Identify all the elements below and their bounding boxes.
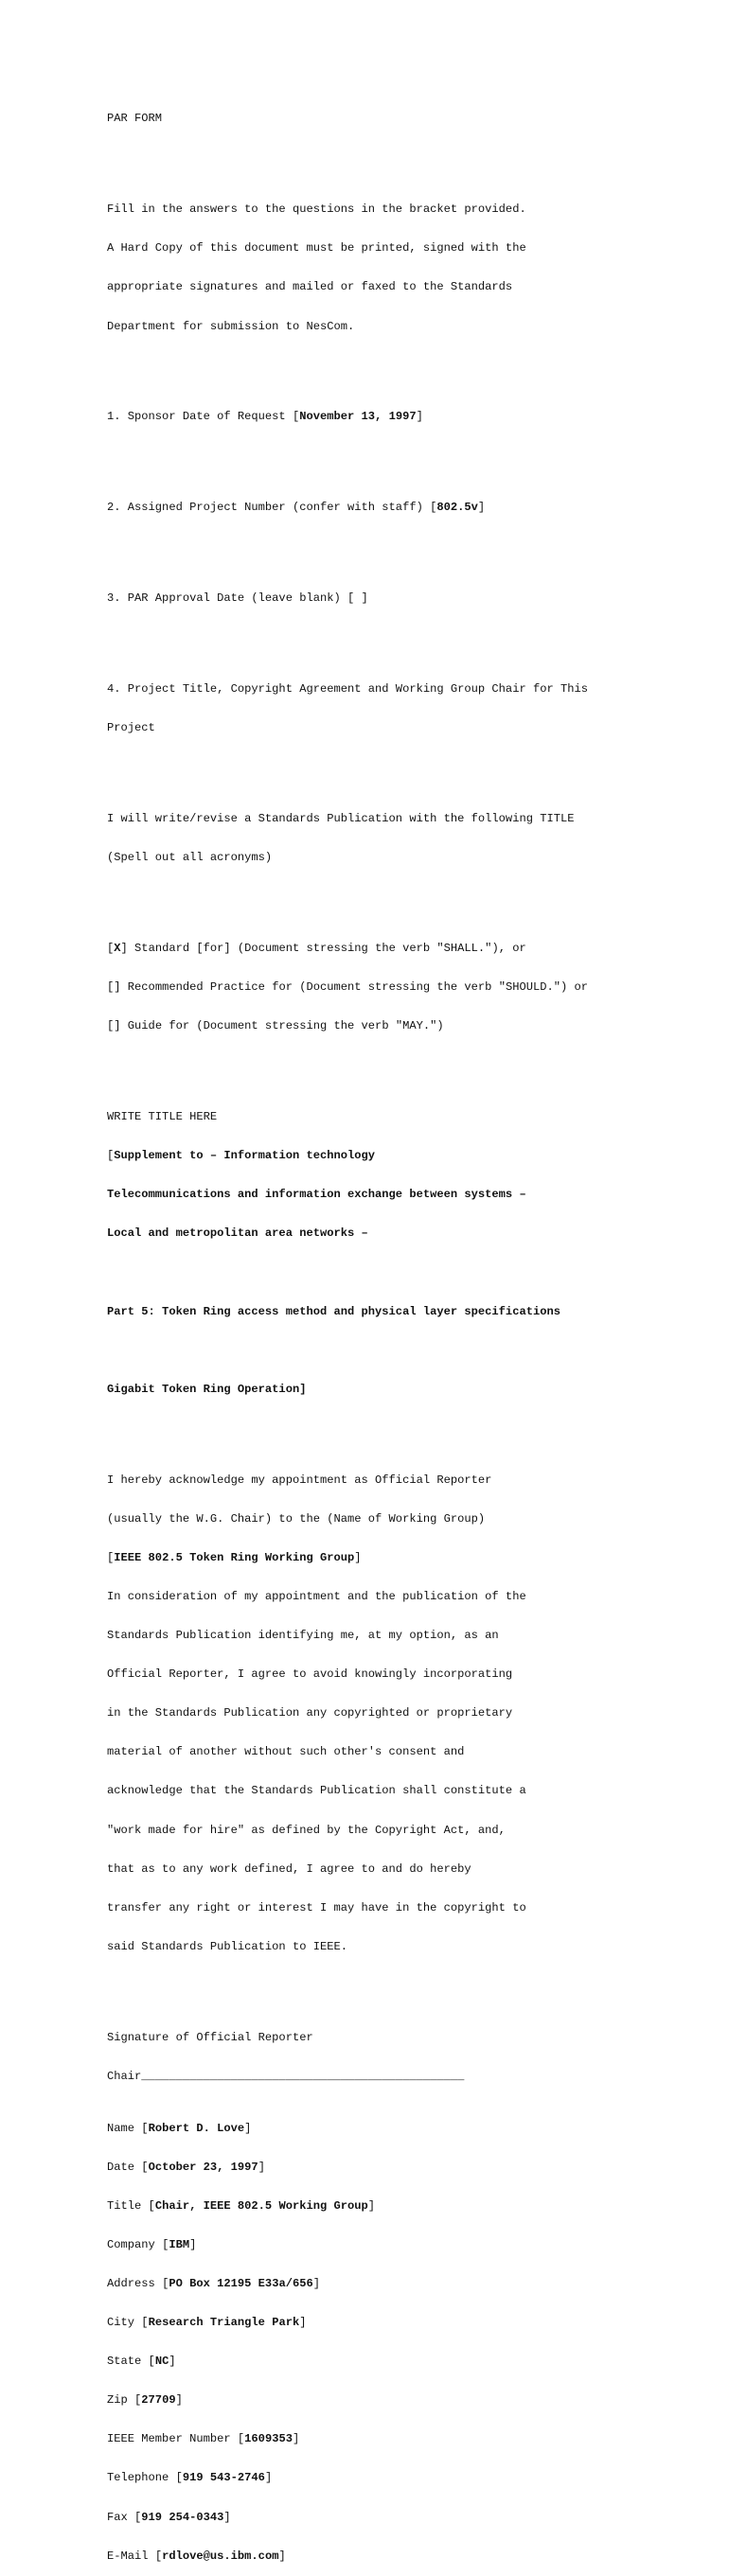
project-title-heading-cont: Project bbox=[107, 721, 155, 735]
option-recommended-practice: [] Recommended Practice for (Document stressing the verb "SHOULD.") or bbox=[107, 980, 589, 995]
project-title-heading: 4. Project Title, Copyright Agreement and Working Group Chair for This bbox=[107, 682, 589, 697]
write-instruction-cont: (Spell out all acronyms) bbox=[107, 851, 273, 865]
approval-date-row: 3. PAR Approval Date (leave blank) [ ] bbox=[107, 591, 368, 606]
field-fax-label: Fax bbox=[107, 2510, 135, 2524]
spacer bbox=[107, 891, 713, 904]
field-company-value: IBM bbox=[169, 2237, 190, 2251]
spacer bbox=[107, 152, 713, 166]
spacer bbox=[107, 1422, 713, 1436]
field-email-label: E-Mail bbox=[107, 2549, 155, 2563]
intro-line: Fill in the answers to the questions in the bracket provided. bbox=[107, 203, 526, 217]
field-title-value: Chair, IEEE 802.5 Working Group bbox=[154, 2198, 368, 2213]
field-zip-label: Zip bbox=[107, 2393, 135, 2408]
working-group-value: IEEE 802.5 Token Ring Working Group bbox=[114, 1550, 355, 1564]
agreement-line: that as to any work defined, I agree to and do hereby bbox=[107, 1861, 471, 1876]
agreement-line: said Standards Publication to IEEE. bbox=[107, 1939, 348, 1953]
form-title: PAR FORM bbox=[107, 112, 163, 126]
spacer bbox=[107, 1980, 713, 1993]
acknowledge-line: (usually the W.G. Chair) to the (Name of Working Group) bbox=[107, 1511, 486, 1526]
agreement-line: acknowledge that the Standards Publication shall constitute a bbox=[107, 1784, 526, 1798]
spacer bbox=[107, 631, 713, 644]
intro-line: appropriate signatures and mailed or faxed to the Standards bbox=[107, 280, 513, 294]
field-fax: Fax [919 254-0343] bbox=[107, 2510, 231, 2524]
project-number-label: 2. Assigned Project Number (confer with staff) bbox=[107, 501, 431, 515]
agreement-line: Official Reporter, I agree to avoid knowingly incorporating bbox=[107, 1667, 513, 1682]
field-address-label: Address bbox=[107, 2277, 163, 2291]
intro-line: Department for submission to NesCom. bbox=[107, 319, 355, 333]
spacer bbox=[107, 1345, 713, 1358]
field-state-label: State bbox=[107, 2355, 149, 2369]
agreement-line: In consideration of my appointment and the publication of the bbox=[107, 1590, 526, 1604]
field-email-value: rdlove@us.ibm.com bbox=[162, 2549, 279, 2563]
title-sub: Gigabit Token Ring Operation bbox=[107, 1382, 300, 1396]
field-date: Date [October 23, 1997] bbox=[107, 2160, 265, 2174]
option-standard-mark: X bbox=[114, 942, 121, 956]
field-state: State [NC] bbox=[107, 2355, 176, 2369]
spacer bbox=[107, 360, 713, 373]
field-address: Address [PO Box 12195 E33a/656] bbox=[107, 2277, 320, 2291]
title-sub-row: Gigabit Token Ring Operation] bbox=[107, 1382, 307, 1396]
signature-chair-line: Chair_______________________________________________ bbox=[107, 2069, 465, 2083]
option-guide: [] Guide for (Document stressing the verb "MAY.") bbox=[107, 1019, 444, 1033]
title-line-2: Telecommunications and information exchange between systems – bbox=[107, 1188, 526, 1202]
field-email: E-Mail [rdlove@us.ibm.com] bbox=[107, 2549, 286, 2563]
approval-date-value bbox=[354, 591, 361, 605]
field-company: Company [IBM] bbox=[107, 2237, 197, 2251]
field-member-number: IEEE Member Number [1609353] bbox=[107, 2432, 300, 2446]
field-member-number-value: 1609353 bbox=[244, 2432, 293, 2446]
title-part: Part 5: Token Ring access method and physical layer specifications bbox=[107, 1304, 560, 1318]
field-title-label: Title bbox=[107, 2198, 149, 2213]
field-telephone-value: 919 543-2746 bbox=[182, 2471, 265, 2485]
spacer bbox=[107, 540, 713, 554]
signature-label: Signature of Official Reporter bbox=[107, 2030, 313, 2044]
title-line: [Supplement to – Information technology bbox=[107, 1149, 376, 1163]
field-name-value: Robert D. Love bbox=[148, 2121, 245, 2135]
approval-date-label: 3. PAR Approval Date (leave blank) bbox=[107, 591, 348, 606]
write-instruction: I will write/revise a Standards Publication with the following TITLE bbox=[107, 812, 575, 826]
option-recommended-text: Recommended Practice for (Document stressing the verb "SHOULD.") or bbox=[120, 980, 589, 995]
spacer bbox=[107, 450, 713, 464]
option-standard-text: Standard [for] (Document stressing the verb "SHALL."), or bbox=[127, 942, 526, 956]
sponsor-date-value: November 13, 1997 bbox=[299, 410, 417, 424]
field-city-value: Research Triangle Park bbox=[148, 2316, 300, 2330]
field-date-label: Date bbox=[107, 2160, 142, 2174]
agreement-line: "work made for hire" as defined by the Copyright Act, and, bbox=[107, 1823, 506, 1837]
field-telephone-label: Telephone bbox=[107, 2471, 176, 2485]
agreement-line: transfer any right or interest I may have in the copyright to bbox=[107, 1900, 526, 1914]
working-group-row: [IEEE 802.5 Token Ring Working Group] bbox=[107, 1550, 362, 1564]
field-name-label: Name bbox=[107, 2121, 142, 2135]
field-fax-value: 919 254-0343 bbox=[141, 2510, 224, 2524]
field-telephone: Telephone [919 543-2746] bbox=[107, 2471, 273, 2485]
field-title: Title [Chair, IEEE 802.5 Working Group] bbox=[107, 2198, 376, 2213]
title-line-1: Supplement to – Information technology bbox=[114, 1149, 376, 1163]
field-company-label: Company bbox=[107, 2237, 163, 2251]
agreement-line: material of another without such other's consent and bbox=[107, 1745, 465, 1759]
write-title-label: WRITE TITLE HERE bbox=[107, 1110, 218, 1124]
option-standard: [X] Standard [for] (Document stressing the verb "SHALL."), or bbox=[107, 942, 526, 956]
project-number-value: 802.5v bbox=[436, 501, 478, 515]
intro-line: A Hard Copy of this document must be printed, signed with the bbox=[107, 241, 526, 256]
field-zip-value: 27709 bbox=[141, 2393, 176, 2408]
par-form-document bbox=[107, 87, 713, 2576]
option-guide-text: Guide for (Document stressing the verb "MAY.") bbox=[120, 1019, 444, 1033]
acknowledge-line: I hereby acknowledge my appointment as Official Reporter bbox=[107, 1473, 492, 1487]
field-city-label: City bbox=[107, 2316, 142, 2330]
field-address-value: PO Box 12195 E33a/656 bbox=[169, 2277, 313, 2291]
field-name: Name [Robert D. Love] bbox=[107, 2121, 252, 2135]
spacer bbox=[107, 761, 713, 774]
spacer bbox=[107, 1059, 713, 1072]
title-line-3: Local and metropolitan area networks – bbox=[107, 1226, 368, 1241]
field-member-number-label: IEEE Member Number bbox=[107, 2432, 238, 2446]
field-state-value: NC bbox=[154, 2355, 169, 2369]
field-zip: Zip [27709] bbox=[107, 2393, 183, 2408]
field-date-value: October 23, 1997 bbox=[148, 2160, 258, 2174]
agreement-line: in the Standards Publication any copyrighted or proprietary bbox=[107, 1706, 513, 1720]
agreement-line: Standards Publication identifying me, at my option, as an bbox=[107, 1629, 499, 1643]
spacer bbox=[107, 1267, 713, 1280]
project-number-row: 2. Assigned Project Number (confer with staff) [802.5v] bbox=[107, 501, 486, 515]
sponsor-date-label: 1. Sponsor Date of Request bbox=[107, 410, 293, 424]
field-city: City [Research Triangle Park] bbox=[107, 2316, 307, 2330]
sponsor-date-row: 1. Sponsor Date of Request [November 13, 1997] bbox=[107, 410, 423, 424]
